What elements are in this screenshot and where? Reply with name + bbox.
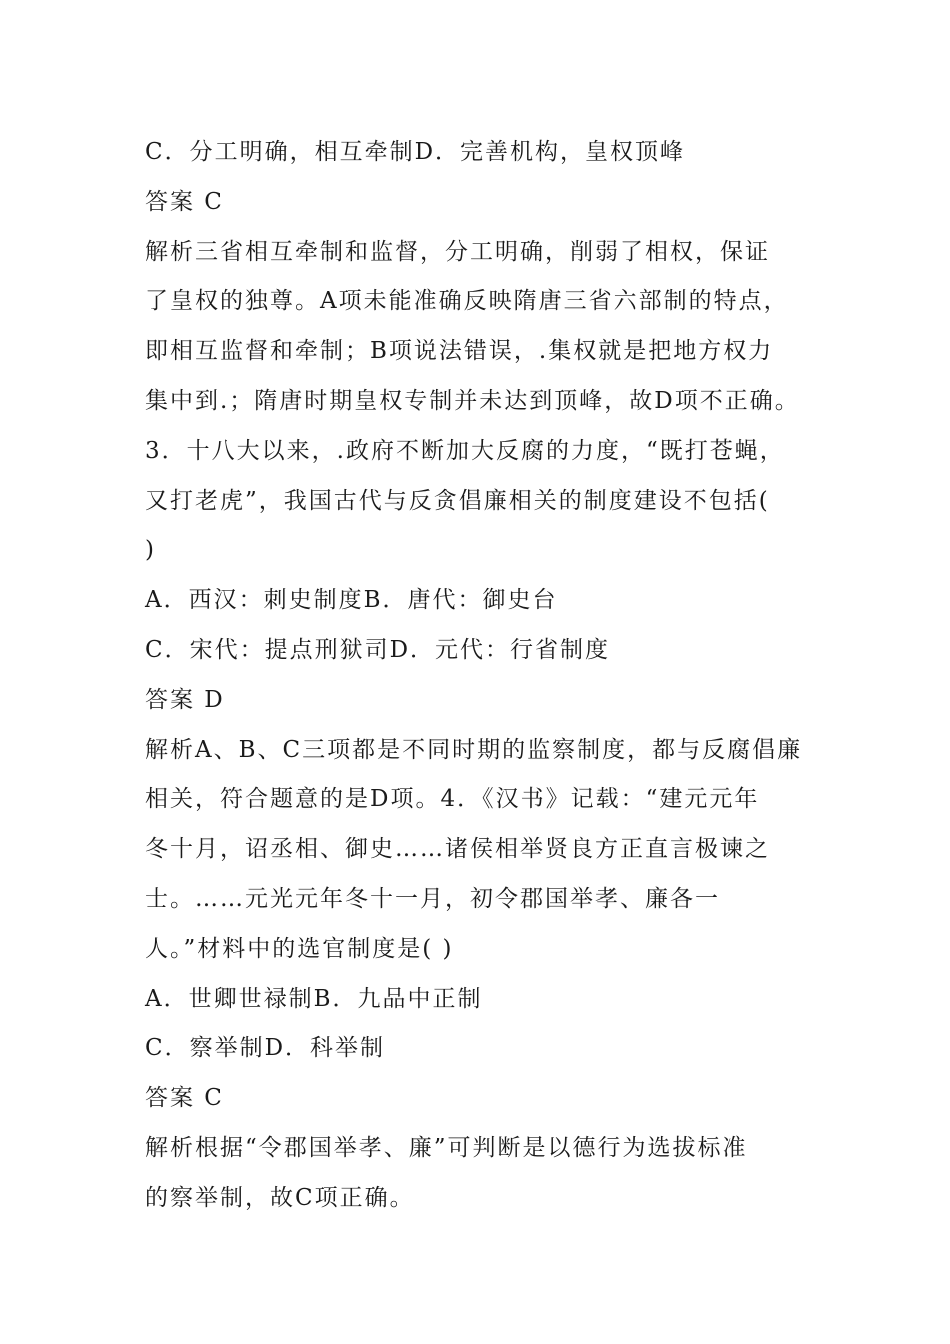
question-line: 又打老虎”，我国古代与反贪倡廉相关的制度建设不包括( [145, 487, 770, 514]
analysis-line: 解析A、B、C三项都是不同时期的监察制度，都与反腐倡廉 [145, 736, 803, 763]
analysis-line: 了皇权的独尊。A项未能准确反映隋唐三省六部制的特点， [145, 288, 789, 315]
analysis-line: 相关，符合题意的是D项。4．《汉书》记载：“建元元年 [145, 786, 760, 813]
answer-line: 答案 C [145, 188, 224, 215]
question-line: 3．十八大以来，.政府不断加大反腐的力度，“既打苍蝇， [145, 437, 785, 464]
question-line: ) [145, 537, 156, 564]
analysis-line: 解析三省相互牵制和监督，分工明确，削弱了相权，保证 [145, 238, 770, 265]
answer-line: 答案 D [145, 686, 225, 713]
question-line: 冬十月，诏丞相、御史……诸侯相举贤良方正直言极谏之 [145, 836, 770, 863]
option-line: A．西汉：刺史制度B．唐代：御史台 [145, 587, 558, 614]
analysis-line: 的察举制，故C项正确。 [145, 1184, 415, 1211]
answer-line: 答案 C [145, 1085, 224, 1112]
analysis-line: 集中到.；隋唐时期皇权专制并未达到顶峰，故D项不正确。 [145, 387, 800, 414]
question-line: 人。”材料中的选官制度是( ) [145, 935, 454, 962]
question-line: 士。……元光元年冬十一月，初令郡国举孝、廉各一 [145, 885, 720, 912]
analysis-line: 解析根据“令郡国举孝、廉”可判断是以德行为选拔标准 [145, 1134, 748, 1161]
option-line: C．分工明确，相互牵制D．完善机构，皇权顶峰 [145, 139, 686, 165]
analysis-line: 即相互监督和牵制；B项说法错误，.集权就是把地方权力 [145, 338, 774, 365]
option-line: A．世卿世禄制B．九品中正制 [145, 985, 483, 1012]
option-line: C．察举制D．科举制 [145, 1035, 386, 1062]
option-line: C．宋代：提点刑狱司D．元代：行省制度 [145, 636, 611, 663]
document-body [145, 128, 825, 1224]
